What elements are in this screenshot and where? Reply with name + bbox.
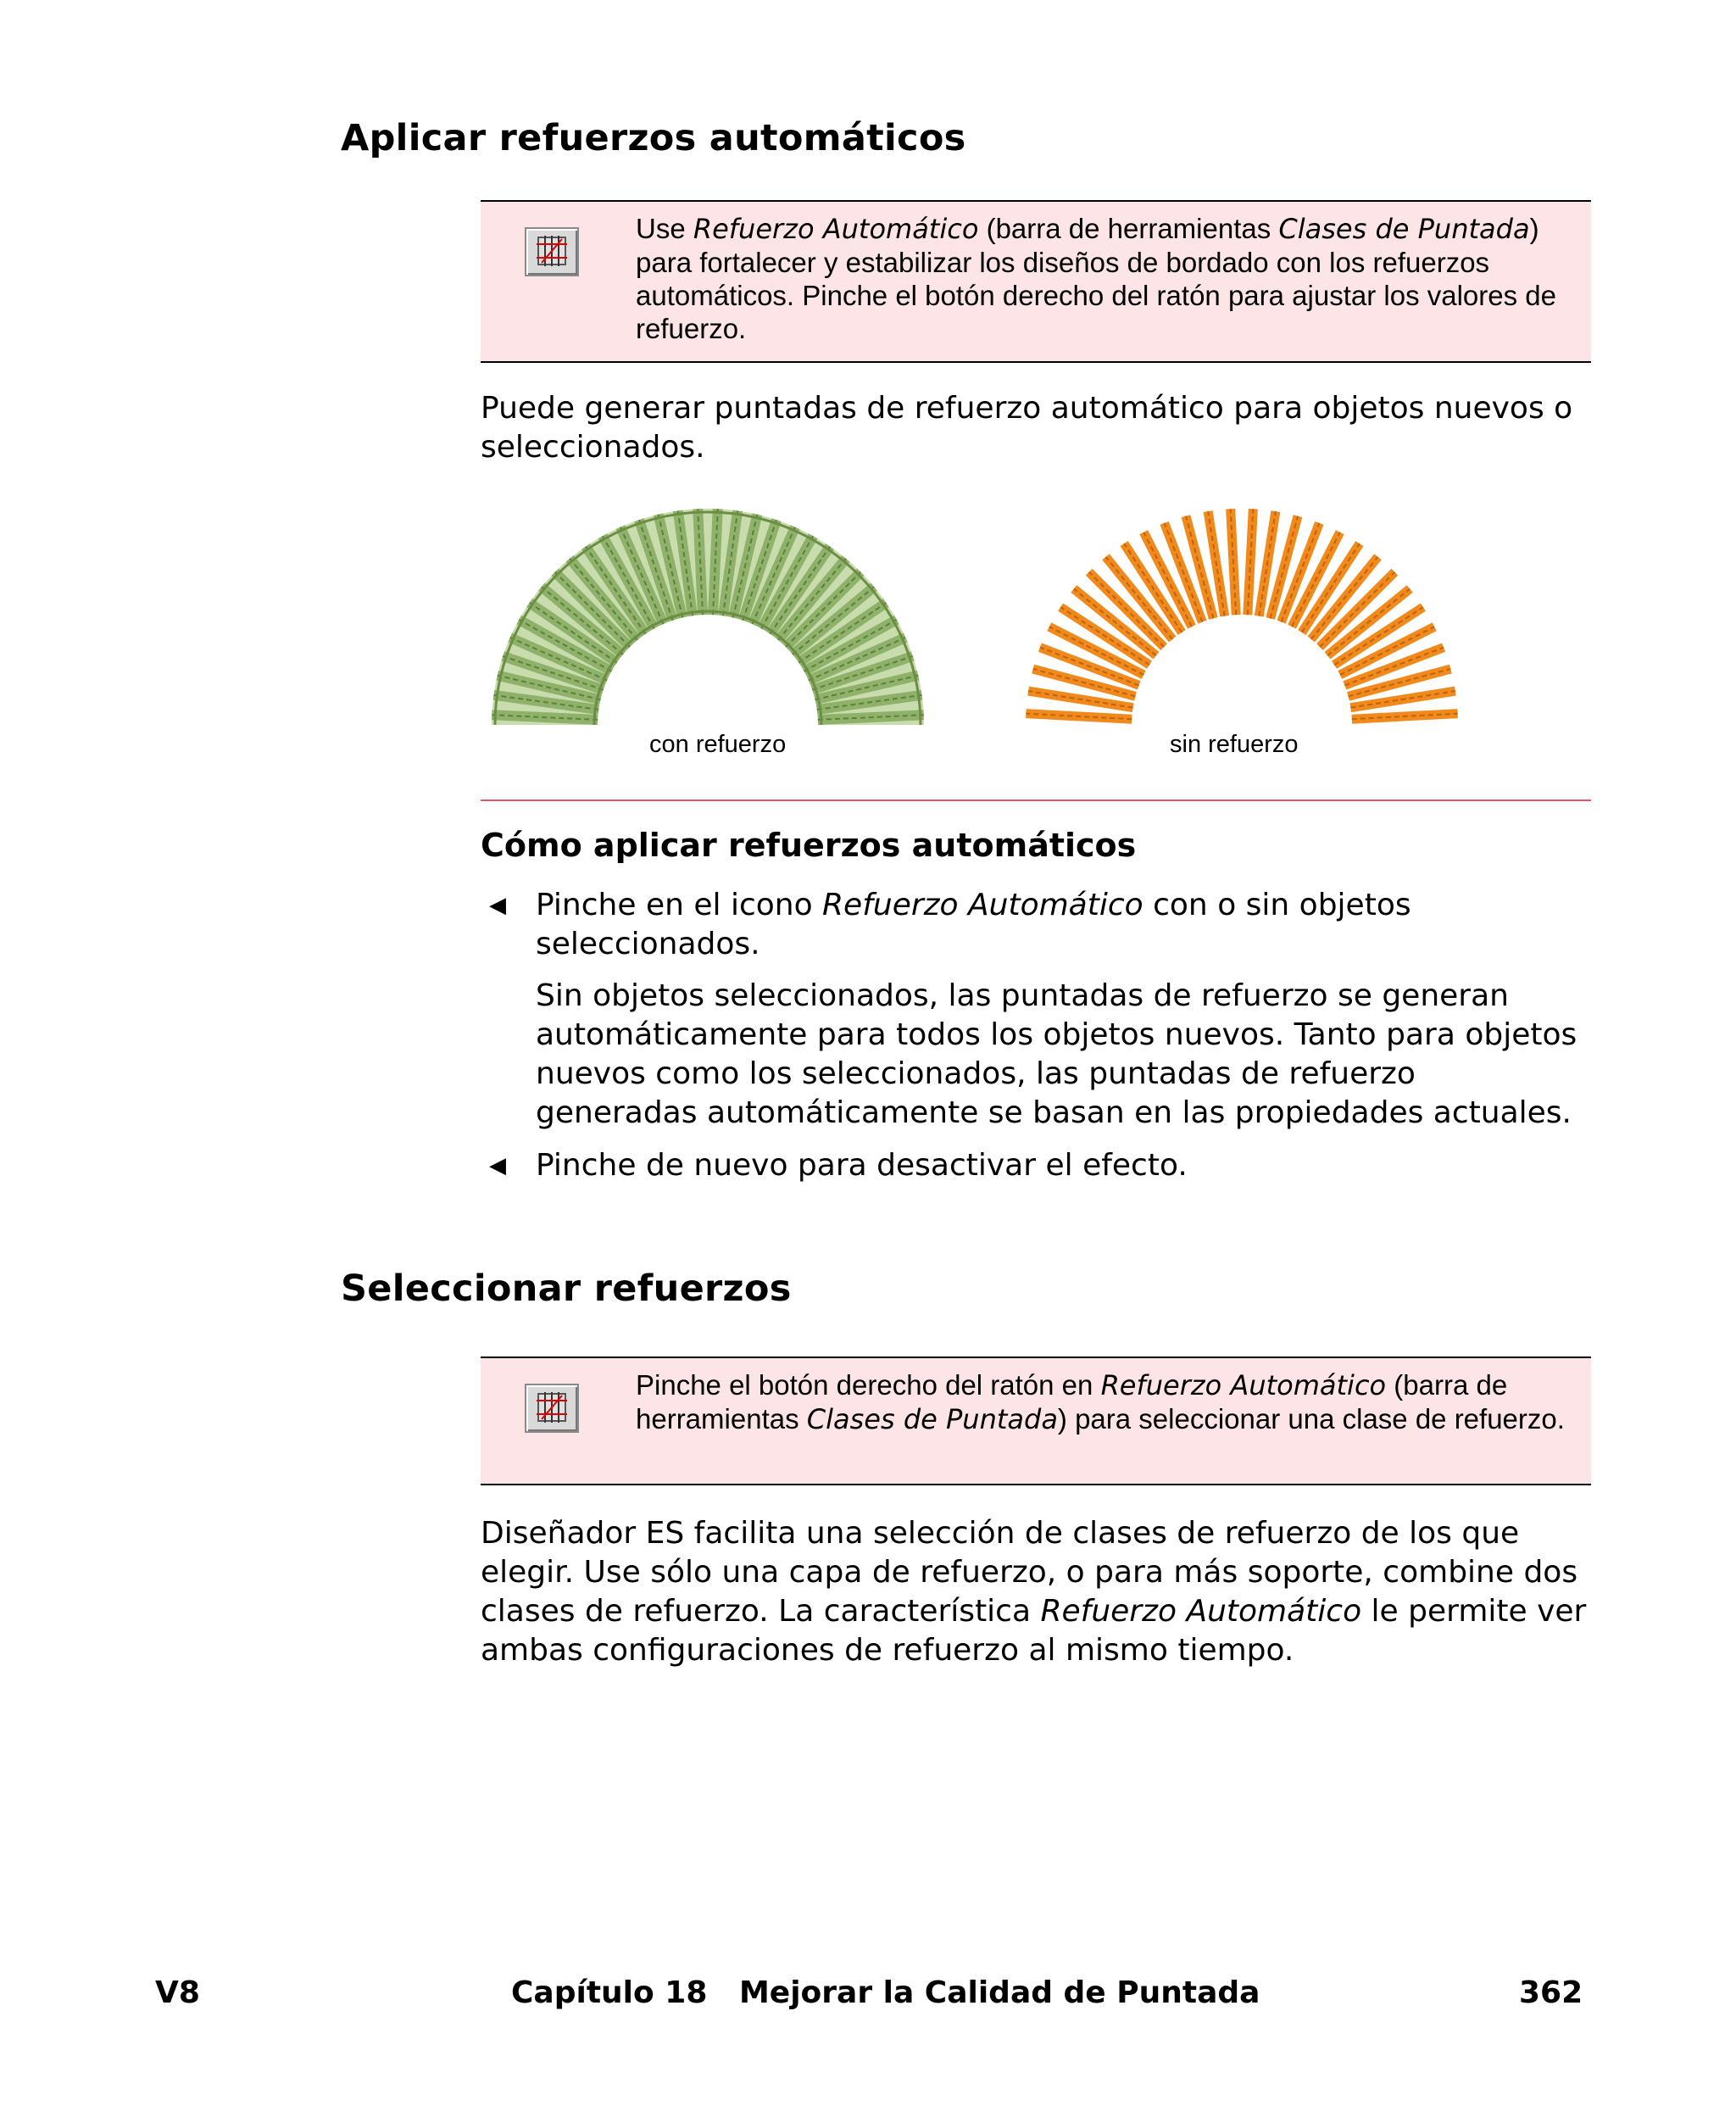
auto-underlay-tool-icon <box>525 1384 579 1433</box>
tip-italic-tool-name: Refuerzo Automático <box>1100 1369 1387 1401</box>
footer-version: V8 <box>155 1975 200 2010</box>
howto-step-1: Pinche en el icono Refuerzo Automático con o sin objetos seleccionados. <box>536 888 1411 961</box>
arch-with-underlay-illustration <box>492 509 924 725</box>
caption-sin-refuerzo: sin refuerzo <box>1170 731 1299 758</box>
footer-page-number: 362 <box>1519 1975 1583 2010</box>
footer-chapter: Capítulo 18 Mejorar la Calidad de Puntada <box>511 1975 1260 2010</box>
tip-text: Use Refuerzo Automático (barra de herramientas Clases de Puntada) para fortalecer y estabilizar los diseños de bordado con los refuerzos automáticos. Pinche el botón derecho del ratón para ajustar los valores de refuerzo. <box>636 213 1556 344</box>
tip-italic-toolbar-name: Clases de Puntada <box>1278 213 1530 245</box>
tip-box-select-underlay <box>481 1357 1591 1485</box>
howto-step-2: Pinche de nuevo para desactivar el efecto. <box>536 1148 1188 1183</box>
triangle-left-bullet-icon: ◀ <box>489 893 506 918</box>
underlay-comparison-figure <box>492 496 1475 776</box>
tip-text: Pinche el botón derecho del ratón en Refuerzo Automático (barra de herramientas Clases de Puntada) para seleccionar una clase de refuerzo. <box>636 1369 1565 1435</box>
auto-underlay-tool-icon <box>525 227 579 276</box>
section-title-seleccionar: Seleccionar refuerzos <box>341 1267 792 1310</box>
step-italic-tool-name: Refuerzo Automático <box>822 888 1143 922</box>
intro-paragraph: Puede generar puntadas de refuerzo automático para objetos nuevos o seleccionados. <box>481 391 1573 465</box>
section-title-aplicar: Aplicar refuerzos automáticos <box>341 117 966 159</box>
section-separator <box>481 799 1591 801</box>
caption-con-refuerzo: con refuerzo <box>649 731 787 758</box>
select-underlay-paragraph: Diseñador ES facilita una selección de clases de refuerzo de los que elegir. Use sólo una capa de refuerzo, o para más soporte, combine dos clases de refuerzo. La característica Refuerzo Automático le permite ver ambas configuraciones de refuerzo al mismo tiempo. <box>481 1516 1587 1668</box>
howto-step-1-note: Sin objetos seleccionados, las puntadas de refuerzo se generan automáticamente para todos los objetos nuevos. Tanto para objetos nuevos como los seleccionados, las puntadas de refuerzo generadas automáticamente se basan en las propiedades actuales. <box>536 978 1577 1130</box>
para-italic-tool-name: Refuerzo Automático <box>1040 1594 1362 1629</box>
tip-italic-tool-name: Refuerzo Automático <box>693 213 979 245</box>
arch-without-underlay-illustration <box>1026 509 1457 719</box>
triangle-left-bullet-icon: ◀ <box>489 1153 506 1178</box>
tip-italic-toolbar-name: Clases de Puntada <box>806 1403 1058 1435</box>
tip-box-auto-underlay <box>481 200 1591 363</box>
howto-title: Cómo aplicar refuerzos automáticos <box>481 827 1137 864</box>
